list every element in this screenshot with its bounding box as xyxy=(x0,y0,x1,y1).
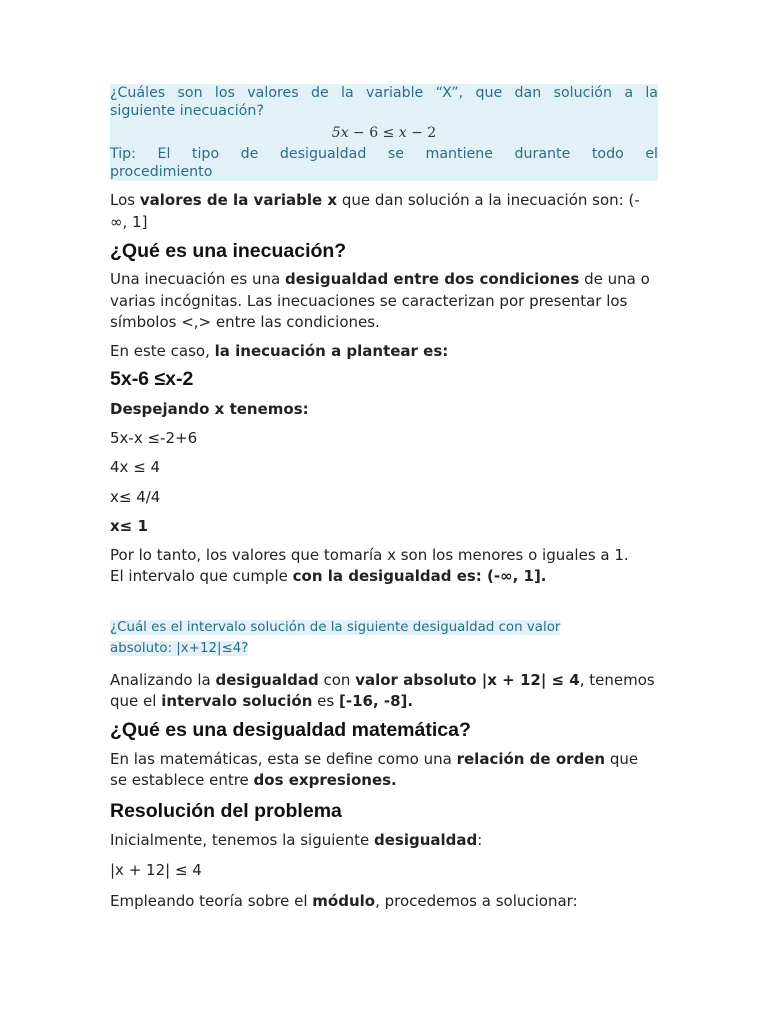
question-2-line2: absoluto: |x+12|≤4? xyxy=(110,640,249,656)
despejando-bold: Despejando x tenemos: xyxy=(110,400,309,418)
answer-2 xyxy=(110,670,658,713)
initial-paragraph xyxy=(110,830,658,852)
initial-bold: desigualdad xyxy=(374,830,478,849)
initial-post: : xyxy=(477,830,483,849)
conclusion xyxy=(110,545,658,588)
conclusion-bold: con la desigualdad es: (-∞, 1]. xyxy=(292,567,547,585)
answer-2-bold-c: intervalo solución xyxy=(161,692,313,710)
definition-2-pre2: se establece entre xyxy=(110,771,254,789)
case-bold: la inecuación a plantear es: xyxy=(214,341,449,360)
final-step xyxy=(110,516,658,538)
answer-1-bold: valores de la variable x xyxy=(139,191,338,209)
heading-desigualdad: ¿Qué es una desigualdad matemática? xyxy=(110,718,471,741)
conclusion-line1: Por lo tanto, los valores que tomaría x son los menores o iguales a 1. xyxy=(110,545,629,564)
answer-1 xyxy=(110,190,658,233)
answer-2-text-a: Analizando la xyxy=(110,670,216,689)
question-2-line1: ¿Cuál es el intervalo solución de la siguiente desigualdad con valor xyxy=(110,619,561,635)
answer-2-text-d: que el xyxy=(110,692,162,710)
tip-line1: Tip: El tipo de desigualdad se mantiene durante todo el xyxy=(110,146,658,162)
formula-operator: − 6 ≤ xyxy=(348,125,399,141)
method-pre: Empleando teoría sobre el xyxy=(110,891,313,910)
step-3: x≤ 4/4 xyxy=(110,487,161,506)
answer-2-text-e: es xyxy=(312,692,339,710)
step-1: 5x-x ≤-2+6 xyxy=(110,428,198,447)
definition-2-pre: En las matemáticas, esta se define como una xyxy=(110,749,457,768)
final-step-bold: x≤ 1 xyxy=(110,517,148,535)
question-box-2 xyxy=(110,616,658,658)
formula-term-5x: 5x xyxy=(331,125,349,141)
answer-2-bold-d: [-16, -8]. xyxy=(339,692,414,710)
conclusion-pre: El intervalo que cumple xyxy=(110,567,293,585)
answer-2-bold-a: desigualdad xyxy=(215,670,319,689)
absolute-inequality: |x + 12| ≤ 4 xyxy=(110,861,202,879)
question-box-1 xyxy=(110,84,658,181)
definition-2 xyxy=(110,749,658,792)
definition-2-bold: relación de orden xyxy=(456,749,606,768)
question-text-line1: ¿Cuáles son los valores de la variable “X”, que dan solución a la xyxy=(110,85,658,101)
definition-1-pre: Una inecuación es una xyxy=(110,270,285,288)
definition-1 xyxy=(110,269,658,334)
document-page xyxy=(110,84,658,912)
question-formula xyxy=(110,120,658,145)
definition-1-bold: desigualdad entre dos condiciones xyxy=(284,270,580,288)
answer-2-text-b: con xyxy=(318,670,356,689)
method-bold: módulo xyxy=(312,891,376,910)
answer-1-pre: Los xyxy=(110,191,140,209)
definition-2-bold2: dos expresiones. xyxy=(253,771,397,789)
definition-1-line3: símbolos <,> entre las condiciones. xyxy=(110,313,380,331)
answer-2-text-c: , tenemos xyxy=(579,670,655,689)
formula-term-minus2: − 2 xyxy=(406,125,437,141)
step-2: 4x ≤ 4 xyxy=(110,458,161,476)
case-paragraph xyxy=(110,341,658,363)
heading-resolucion: Resolución del problema xyxy=(110,799,342,822)
method-post: , procedemos a solucionar: xyxy=(375,891,578,910)
answer-1-line2: ∞, 1] xyxy=(110,212,148,231)
definition-1-line2: varias incógnitas. Las inecuaciones se caracterizan por presentar los xyxy=(110,291,628,310)
definition-2-post: que xyxy=(605,749,639,768)
question-text-line2: siguiente inecuación? xyxy=(110,103,264,119)
method-paragraph xyxy=(110,891,658,913)
definition-1-post: de una o xyxy=(579,270,650,288)
despejando-label xyxy=(110,399,658,421)
case-pre: En este caso, xyxy=(110,341,215,360)
big-inequality: 5x-6 ≤x-2 xyxy=(110,368,194,390)
formula-term-x: x xyxy=(398,125,407,141)
tip-line2: procedimiento xyxy=(110,164,213,180)
initial-pre: Inicialmente, tenemos la siguiente xyxy=(110,830,375,849)
answer-1-post: que dan solución a la inecuación son: (- xyxy=(337,191,640,209)
answer-2-bold-b: valor absoluto |x + 12| ≤ 4 xyxy=(355,670,580,689)
heading-inecuacion: ¿Qué es una inecuación? xyxy=(110,240,347,262)
